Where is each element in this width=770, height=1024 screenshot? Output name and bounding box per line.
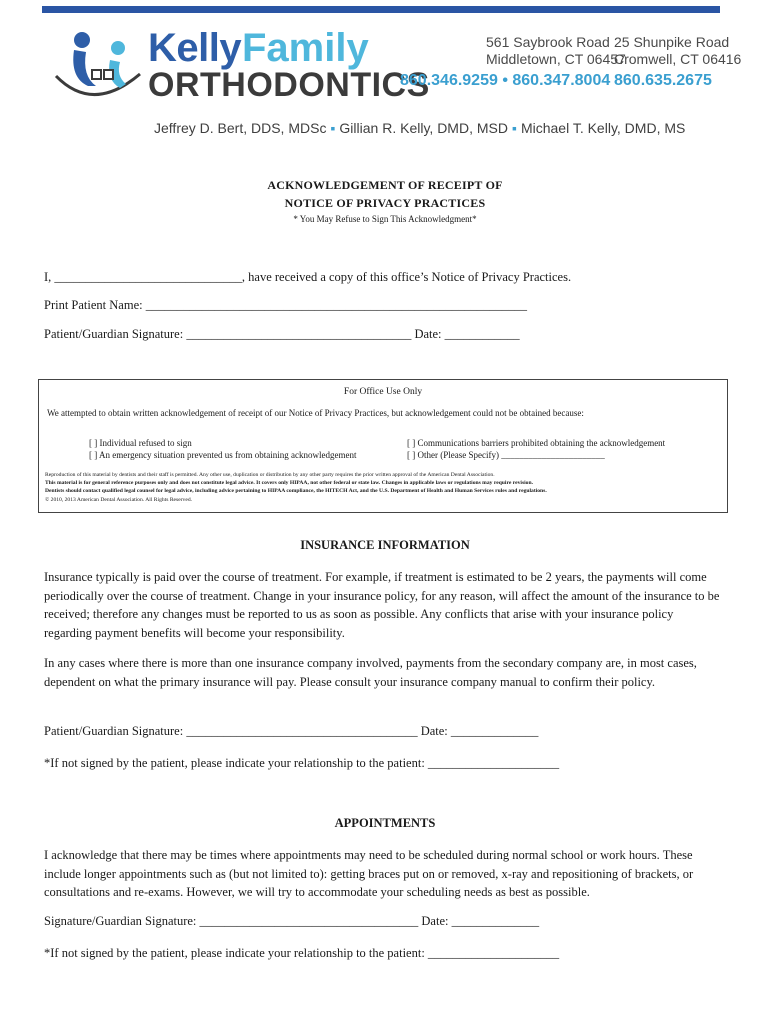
doctor-list [154, 120, 685, 136]
option-other[interactable]: [ ] Other (Please Specify) _______________________ [407, 450, 605, 460]
patient-signature-line[interactable]: Patient/Guardian Signature: ____________________________________ Date: ____________ [44, 327, 520, 341]
insurance-signature-line[interactable]: Patient/Guardian Signature: _____________________________________ Date: ______________ [44, 724, 539, 738]
phone-cromwell [614, 72, 712, 89]
separator: ▪ [330, 120, 336, 136]
address-line: 561 Saybrook Road [486, 34, 610, 50]
fine-print: Reproduction of this material by dentists and their staff is permitted. Any other use, duplication or distribution by any other party requires the prior written approval of the American Dental Association. [45, 472, 495, 478]
appointments-paragraph: I acknowledge that there may be times where appointments may need to be scheduled during normal school or work hours. These include longer appointments such as (but not limited to): getting braces put on or removed, x-ray and repositioning of brackets, or consultations and re-exams. However, we will try to accommodate your scheduling needs as best as possible. [44, 848, 694, 899]
header-bar [42, 6, 720, 13]
address-line: Middletown, CT 06457 [486, 51, 626, 67]
brand-kelly: Kelly [148, 26, 242, 70]
received-copy-line[interactable]: I, ______________________________, have received a copy of this office’s Notice of Privacy Practices. [44, 270, 572, 284]
insurance-relationship-line[interactable]: *If not signed by the patient, please indicate your relationship to the patient: _____________________ [44, 756, 560, 770]
phone-number: 860.346.9259 • 860.347.8004 [400, 72, 611, 89]
doctor-name: Jeffrey D. Bert, DDS, MDSc [154, 120, 327, 136]
privacy-note: * You May Refuse to Sign This Acknowledgment* [293, 214, 477, 224]
appointments-signature-line[interactable]: Signature/Guardian Signature: ___________________________________ Date: ______________ [44, 914, 540, 928]
fine-print: Dentists should contact qualified legal counsel for legal advice, including advice pertaining to HIPAA compliance, the HITECH Act, and the U.S. Department of Health and Human Services rules and regulations. [45, 488, 547, 494]
appointments-relationship-line[interactable]: *If not signed by the patient, please indicate your relationship to the patient: _____________________ [44, 946, 560, 960]
office-use-title: For Office Use Only [343, 387, 423, 397]
phone-middletown [400, 72, 610, 89]
privacy-title-2: NOTICE OF PRIVACY PRACTICES [284, 196, 486, 210]
office-use-text: We attempted to obtain written acknowledgement of receipt of our Notice of Privacy Practices, but acknowledgement could not be obtained because: [47, 408, 584, 418]
phone-number: 860.635.2675 [614, 72, 712, 89]
appointments-title: APPOINTMENTS [334, 816, 436, 830]
privacy-title-1: ACKNOWLEDGEMENT OF RECEIPT OF [267, 178, 503, 192]
address-line: Cromwell, CT 06416 [614, 51, 742, 67]
office-address-middletown [486, 34, 626, 68]
insurance-title: INSURANCE INFORMATION [300, 538, 470, 552]
brand-family: Family [242, 26, 369, 70]
address-line: 25 Shunpike Road [614, 34, 730, 50]
office-use-box [38, 379, 728, 513]
fine-print: This material is for general reference purposes only and does not constitute legal advice. It covers only HIPAA, not other federal or state law. Changes in applicable laws or regulations may require revision. [45, 480, 533, 486]
brand-orthodontics: ORTHODONTICS [148, 66, 430, 104]
office-address-cromwell [614, 34, 741, 68]
separator: ▪ [511, 120, 517, 136]
insurance-paragraph-1: Insurance typically is paid over the course of treatment. For example, if treatment is estimated to be 2 years, the payments will come periodically over the course of treatment. Change in your insurance policy, for any reason, will affect the amount of the insurance to be received; therefore any changes must be reported to us as soon as possible. Any conflicts that arise with your insurance policy regarding payment benefits will become your responsibility. [44, 570, 720, 640]
insurance-paragraph-2: In any cases where there is more than one insurance company involved, payments from the secondary company are, in most cases, dependent on what the primary insurance will pay. Please consult your insurance company manual to confirm their policy. [44, 656, 697, 689]
copyright: © 2010, 2013 American Dental Association. All Rights Reserved. [45, 497, 193, 503]
option-emergency[interactable]: [ ] An emergency situation prevented us from obtaining acknowledgement [89, 450, 357, 460]
option-communication-barriers[interactable]: [ ] Communications barriers prohibited obtaining the acknowledgement [407, 438, 666, 448]
option-refused[interactable]: [ ] Individual refused to sign [89, 438, 192, 448]
doctor-name: Gillian R. Kelly, DMD, MSD [339, 120, 508, 136]
print-patient-name-line[interactable]: Print Patient Name: _____________________________________________________________ [44, 298, 527, 312]
doctor-name: Michael T. Kelly, DMD, MS [520, 120, 686, 136]
